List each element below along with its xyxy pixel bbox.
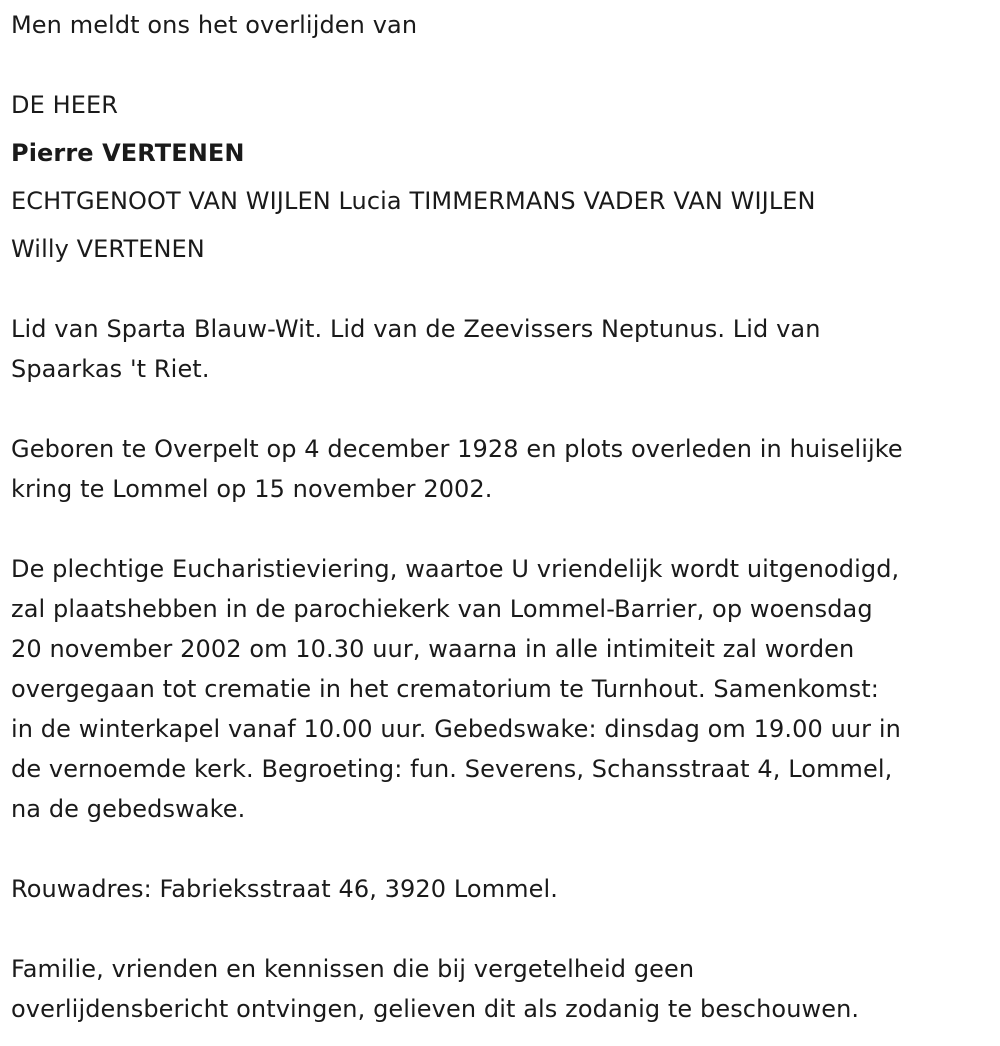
relation-line-2: Willy VERTENEN	[11, 235, 205, 263]
intro-text: Men meldt ons het overlijden van	[11, 11, 418, 39]
closing-line-2: overlijdensbericht ontvingen, gelieven dit als zodanig te beschouwen.	[11, 995, 860, 1023]
ceremony-line-6: de vernoemde kerk. Begroeting: fun. Severens, Schansstraat 4, Lommel,	[11, 755, 893, 783]
ceremony-line-1: De plechtige Eucharistieviering, waartoe U vriendelijk wordt uitgenodigd,	[11, 555, 900, 583]
memberships-line-1: Lid van Sparta Blauw-Wit. Lid van de Zeevissers Neptunus. Lid van	[11, 315, 821, 343]
ceremony-line-7: na de gebedswake.	[11, 795, 246, 823]
title-text: DE HEER	[11, 91, 119, 119]
mourning-address: Rouwadres: Fabrieksstraat 46, 3920 Lommel.	[11, 875, 559, 903]
closing-line-1: Familie, vrienden en kennissen die bij vergetelheid geen	[11, 955, 695, 983]
ceremony-line-3: 20 november 2002 om 10.30 uur, waarna in alle intimiteit zal worden	[11, 635, 855, 663]
ceremony-line-4: overgegaan tot crematie in het crematorium te Turnhout. Samenkomst:	[11, 675, 879, 703]
birth-death-line-2: kring te Lommel op 15 november 2002.	[11, 475, 493, 503]
birth-death-line-1: Geboren te Overpelt op 4 december 1928 en plots overleden in huiselijke	[11, 435, 903, 463]
relation-line-1: ECHTGENOOT VAN WIJLEN Lucia TIMMERMANS VADER VAN WIJLEN	[11, 187, 816, 215]
ceremony-line-2: zal plaatshebben in de parochiekerk van Lommel-Barrier, op woensdag	[11, 595, 873, 623]
memberships-line-2: Spaarkas 't Riet.	[11, 355, 210, 383]
ceremony-line-5: in de winterkapel vanaf 10.00 uur. Gebedswake: dinsdag om 19.00 uur in	[11, 715, 901, 743]
deceased-name: Pierre VERTENEN	[11, 139, 245, 167]
